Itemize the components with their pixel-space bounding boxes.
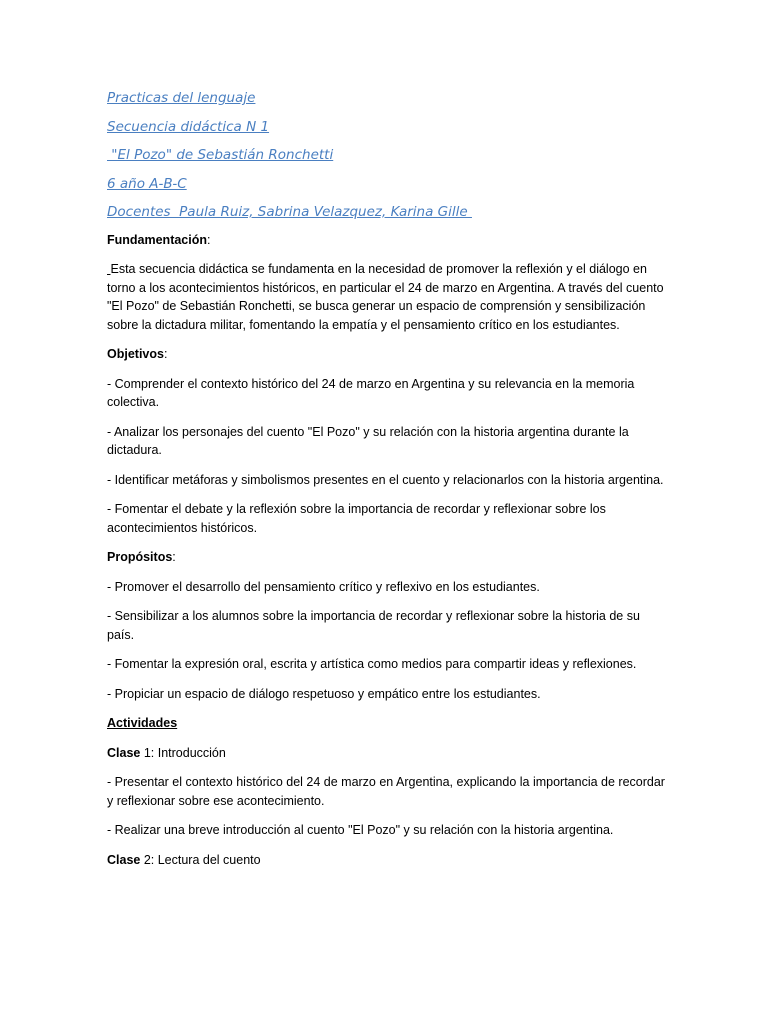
fundamentacion-colon: : — [207, 232, 211, 247]
objetivo-item: - Comprender el contexto histórico del 24 de marzo en Argentina y su relevancia en la memoria colectiva. — [107, 376, 635, 409]
propositos-colon: : — [172, 550, 176, 564]
header-story-link[interactable]: "El Pozo" de Sebastián Ronchetti — [107, 147, 334, 163]
fundamentacion-text: Esta secuencia didáctica se fundamenta en la necesidad de promover la reflexión y el diálogo en torno a los acontecimientos históricos, en particular el 24 de marzo en Argentina. A través del cuento "El Pozo" de Sebastián Ronchetti, se busca generar un espacio de comprensión y sensibilización sobre la dictadura militar, fomentando la empatía y el pensamiento crítico en los estudiantes. — [107, 262, 664, 332]
objetivos-heading-text: Objetivos — [107, 347, 164, 361]
proposito-item: - Fomentar la expresión oral, escrita y artística como medios para compartir ideas y reflexiones. — [107, 657, 637, 671]
document-page — [107, 88, 667, 880]
header-sequence-link[interactable]: Secuencia didáctica N 1 — [107, 118, 270, 135]
propositos-heading — [107, 548, 667, 567]
clase-1-item: - Presentar el contexto histórico del 24 de marzo en Argentina, explicando la importancia de recordar y reflexionar sobre ese acontecimiento. — [107, 775, 665, 808]
clase-2-rest: 2: Lectura del cuento — [140, 852, 261, 867]
objetivo-item: - Analizar los personajes del cuento "El Pozo" y su relación con la historia argentina durante la dictadura. — [107, 424, 629, 457]
clase-2-title — [107, 851, 667, 870]
proposito-item: - Sensibilizar a los alumnos sobre la importancia de recordar y reflexionar sobre la historia de su país. — [107, 609, 640, 642]
propositos-heading-text: Propósitos — [107, 550, 173, 564]
objetivos-heading — [107, 345, 667, 364]
objetivos-colon: : — [163, 347, 168, 361]
objetivo-item: - Identificar metáforas y simbolismos presentes en el cuento y relacionarlos con la historia argentina. — [107, 472, 664, 487]
proposito-item: - Promover el desarrollo del pensamiento crítico y reflexivo en los estudiantes. — [107, 579, 540, 594]
fundamentacion-heading — [107, 231, 667, 250]
actividades-heading — [107, 714, 667, 733]
clase-1-label: Clase — [107, 745, 141, 760]
clase-1-title — [107, 744, 667, 763]
clase-1-item: - Realizar una breve introducción al cuento "El Pozo" y su relación con la historia argentina. — [107, 823, 614, 837]
clase-1-rest: 1: Introducción — [140, 745, 226, 760]
objetivo-item: - Fomentar el debate y la reflexión sobre la importancia de recordar y reflexionar sobre los acontecimientos históricos. — [107, 502, 606, 535]
header-teachers-link[interactable]: Docentes Paula Ruiz, Sabrina Velazquez, Karina Gille — [107, 204, 472, 220]
fundamentacion-paragraph — [107, 260, 667, 334]
actividades-heading-text: Actividades — [107, 716, 178, 730]
clase-2-label: Clase — [107, 852, 141, 867]
proposito-item: - Propiciar un espacio de diálogo respetuoso y empático entre los estudiantes. — [107, 686, 541, 701]
fundamentacion-heading-text: Fundamentación — [107, 232, 208, 247]
header-grade-link[interactable]: 6 año A-B-C — [107, 175, 187, 192]
header-subject-link[interactable]: Practicas del lenguaje — [107, 90, 256, 106]
